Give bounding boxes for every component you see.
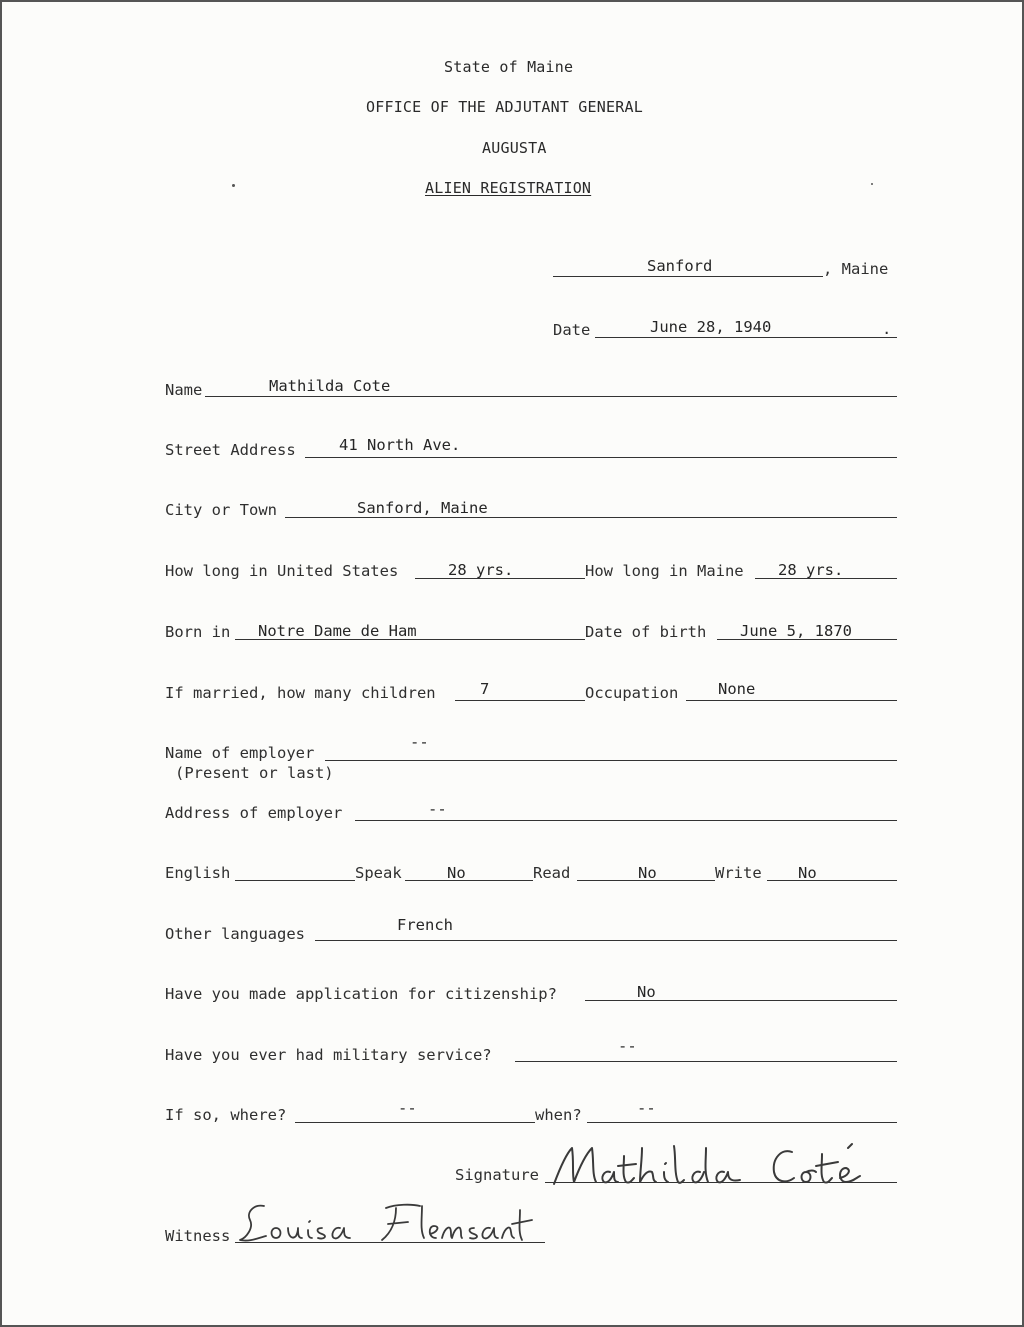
date-label: Date bbox=[553, 321, 591, 339]
employer-name-value: -- bbox=[410, 733, 429, 751]
military-label: Have you ever had military service? bbox=[165, 1046, 492, 1064]
where-value: -- bbox=[398, 1099, 417, 1117]
citizenship-line bbox=[585, 1000, 897, 1001]
speak-label: Speak bbox=[355, 864, 402, 882]
witness-handwriting bbox=[236, 1196, 536, 1250]
speak-line bbox=[405, 880, 533, 881]
signature-label: Signature bbox=[455, 1166, 539, 1184]
signature-handwriting bbox=[548, 1138, 888, 1198]
military-line bbox=[515, 1061, 897, 1062]
born-in-line bbox=[235, 639, 585, 640]
city-heading: AUGUSTA bbox=[482, 139, 547, 157]
when-value: -- bbox=[637, 1099, 656, 1117]
read-line bbox=[577, 880, 715, 881]
city-line bbox=[285, 517, 897, 518]
name-value: Mathilda Cote bbox=[269, 377, 391, 395]
employer-address-line bbox=[355, 820, 897, 821]
where-line bbox=[295, 1122, 535, 1123]
read-label: Read bbox=[533, 864, 571, 882]
occupation-value: None bbox=[718, 680, 756, 698]
english-line bbox=[235, 880, 355, 881]
how-long-maine-label: How long in Maine bbox=[585, 562, 744, 580]
children-value: 7 bbox=[480, 680, 490, 698]
military-value: -- bbox=[618, 1037, 637, 1055]
date-end: . bbox=[882, 320, 892, 338]
employer-name-line bbox=[325, 760, 897, 761]
where-label: If so, where? bbox=[165, 1106, 287, 1124]
employer-address-value: -- bbox=[428, 800, 447, 818]
when-line bbox=[587, 1122, 897, 1123]
witness-label: Witness bbox=[165, 1227, 231, 1245]
children-line bbox=[455, 700, 585, 701]
state-heading: State of Maine bbox=[444, 58, 574, 76]
born-in-label: Born in bbox=[165, 623, 231, 641]
location-town: Sanford bbox=[647, 257, 713, 275]
street-address-label: Street Address bbox=[165, 441, 296, 459]
name-label: Name bbox=[165, 381, 203, 399]
date-of-birth-value: June 5, 1870 bbox=[740, 622, 852, 640]
born-in-value: Notre Dame de Ham bbox=[258, 622, 417, 640]
when-label: when? bbox=[535, 1106, 582, 1124]
write-value: No bbox=[798, 864, 817, 882]
how-long-us-line bbox=[415, 578, 585, 579]
location-line bbox=[553, 276, 823, 277]
citizenship-label: Have you made application for citizenship? bbox=[165, 985, 557, 1003]
how-long-maine-line bbox=[755, 578, 897, 579]
employer-address-label: Address of employer bbox=[165, 804, 343, 822]
signature-text: Mathilda Cote bbox=[548, 1196, 556, 1197]
street-address-line bbox=[305, 457, 897, 458]
city-label: City or Town bbox=[165, 501, 277, 519]
office-heading: OFFICE OF THE ADJUTANT GENERAL bbox=[366, 98, 643, 116]
write-line bbox=[767, 880, 897, 881]
date-value: June 28, 1940 bbox=[650, 318, 772, 336]
date-of-birth-line bbox=[717, 639, 897, 640]
occupation-label: Occupation bbox=[585, 684, 679, 702]
other-languages-value: French bbox=[397, 916, 453, 934]
city-value: Sanford, Maine bbox=[357, 499, 488, 517]
write-label: Write bbox=[715, 864, 762, 882]
how-long-maine-value: 28 yrs. bbox=[778, 561, 844, 579]
name-line bbox=[205, 396, 897, 397]
occupation-line bbox=[686, 700, 897, 701]
employer-name-label: Name of employer bbox=[165, 744, 315, 762]
location-state: , Maine bbox=[823, 260, 889, 278]
how-long-us-label: How long in United States bbox=[165, 562, 399, 580]
scan-speck bbox=[871, 183, 873, 185]
date-of-birth-label: Date of birth bbox=[585, 623, 707, 641]
english-label: English bbox=[165, 864, 231, 882]
date-line bbox=[595, 337, 897, 338]
read-value: No bbox=[638, 864, 657, 882]
children-label: If married, how many children bbox=[165, 684, 436, 702]
speak-value: No bbox=[447, 864, 466, 882]
other-languages-label: Other languages bbox=[165, 925, 305, 943]
witness-text: Louisa Flemsant bbox=[236, 1248, 246, 1249]
other-languages-line bbox=[315, 940, 897, 941]
citizenship-value: No bbox=[637, 983, 656, 1001]
street-address-value: 41 North Ave. bbox=[339, 436, 461, 454]
scan-speck bbox=[232, 184, 235, 187]
form-title: ALIEN REGISTRATION bbox=[425, 179, 592, 197]
employer-name-sublabel: (Present or last) bbox=[175, 764, 334, 782]
how-long-us-value: 28 yrs. bbox=[448, 561, 514, 579]
